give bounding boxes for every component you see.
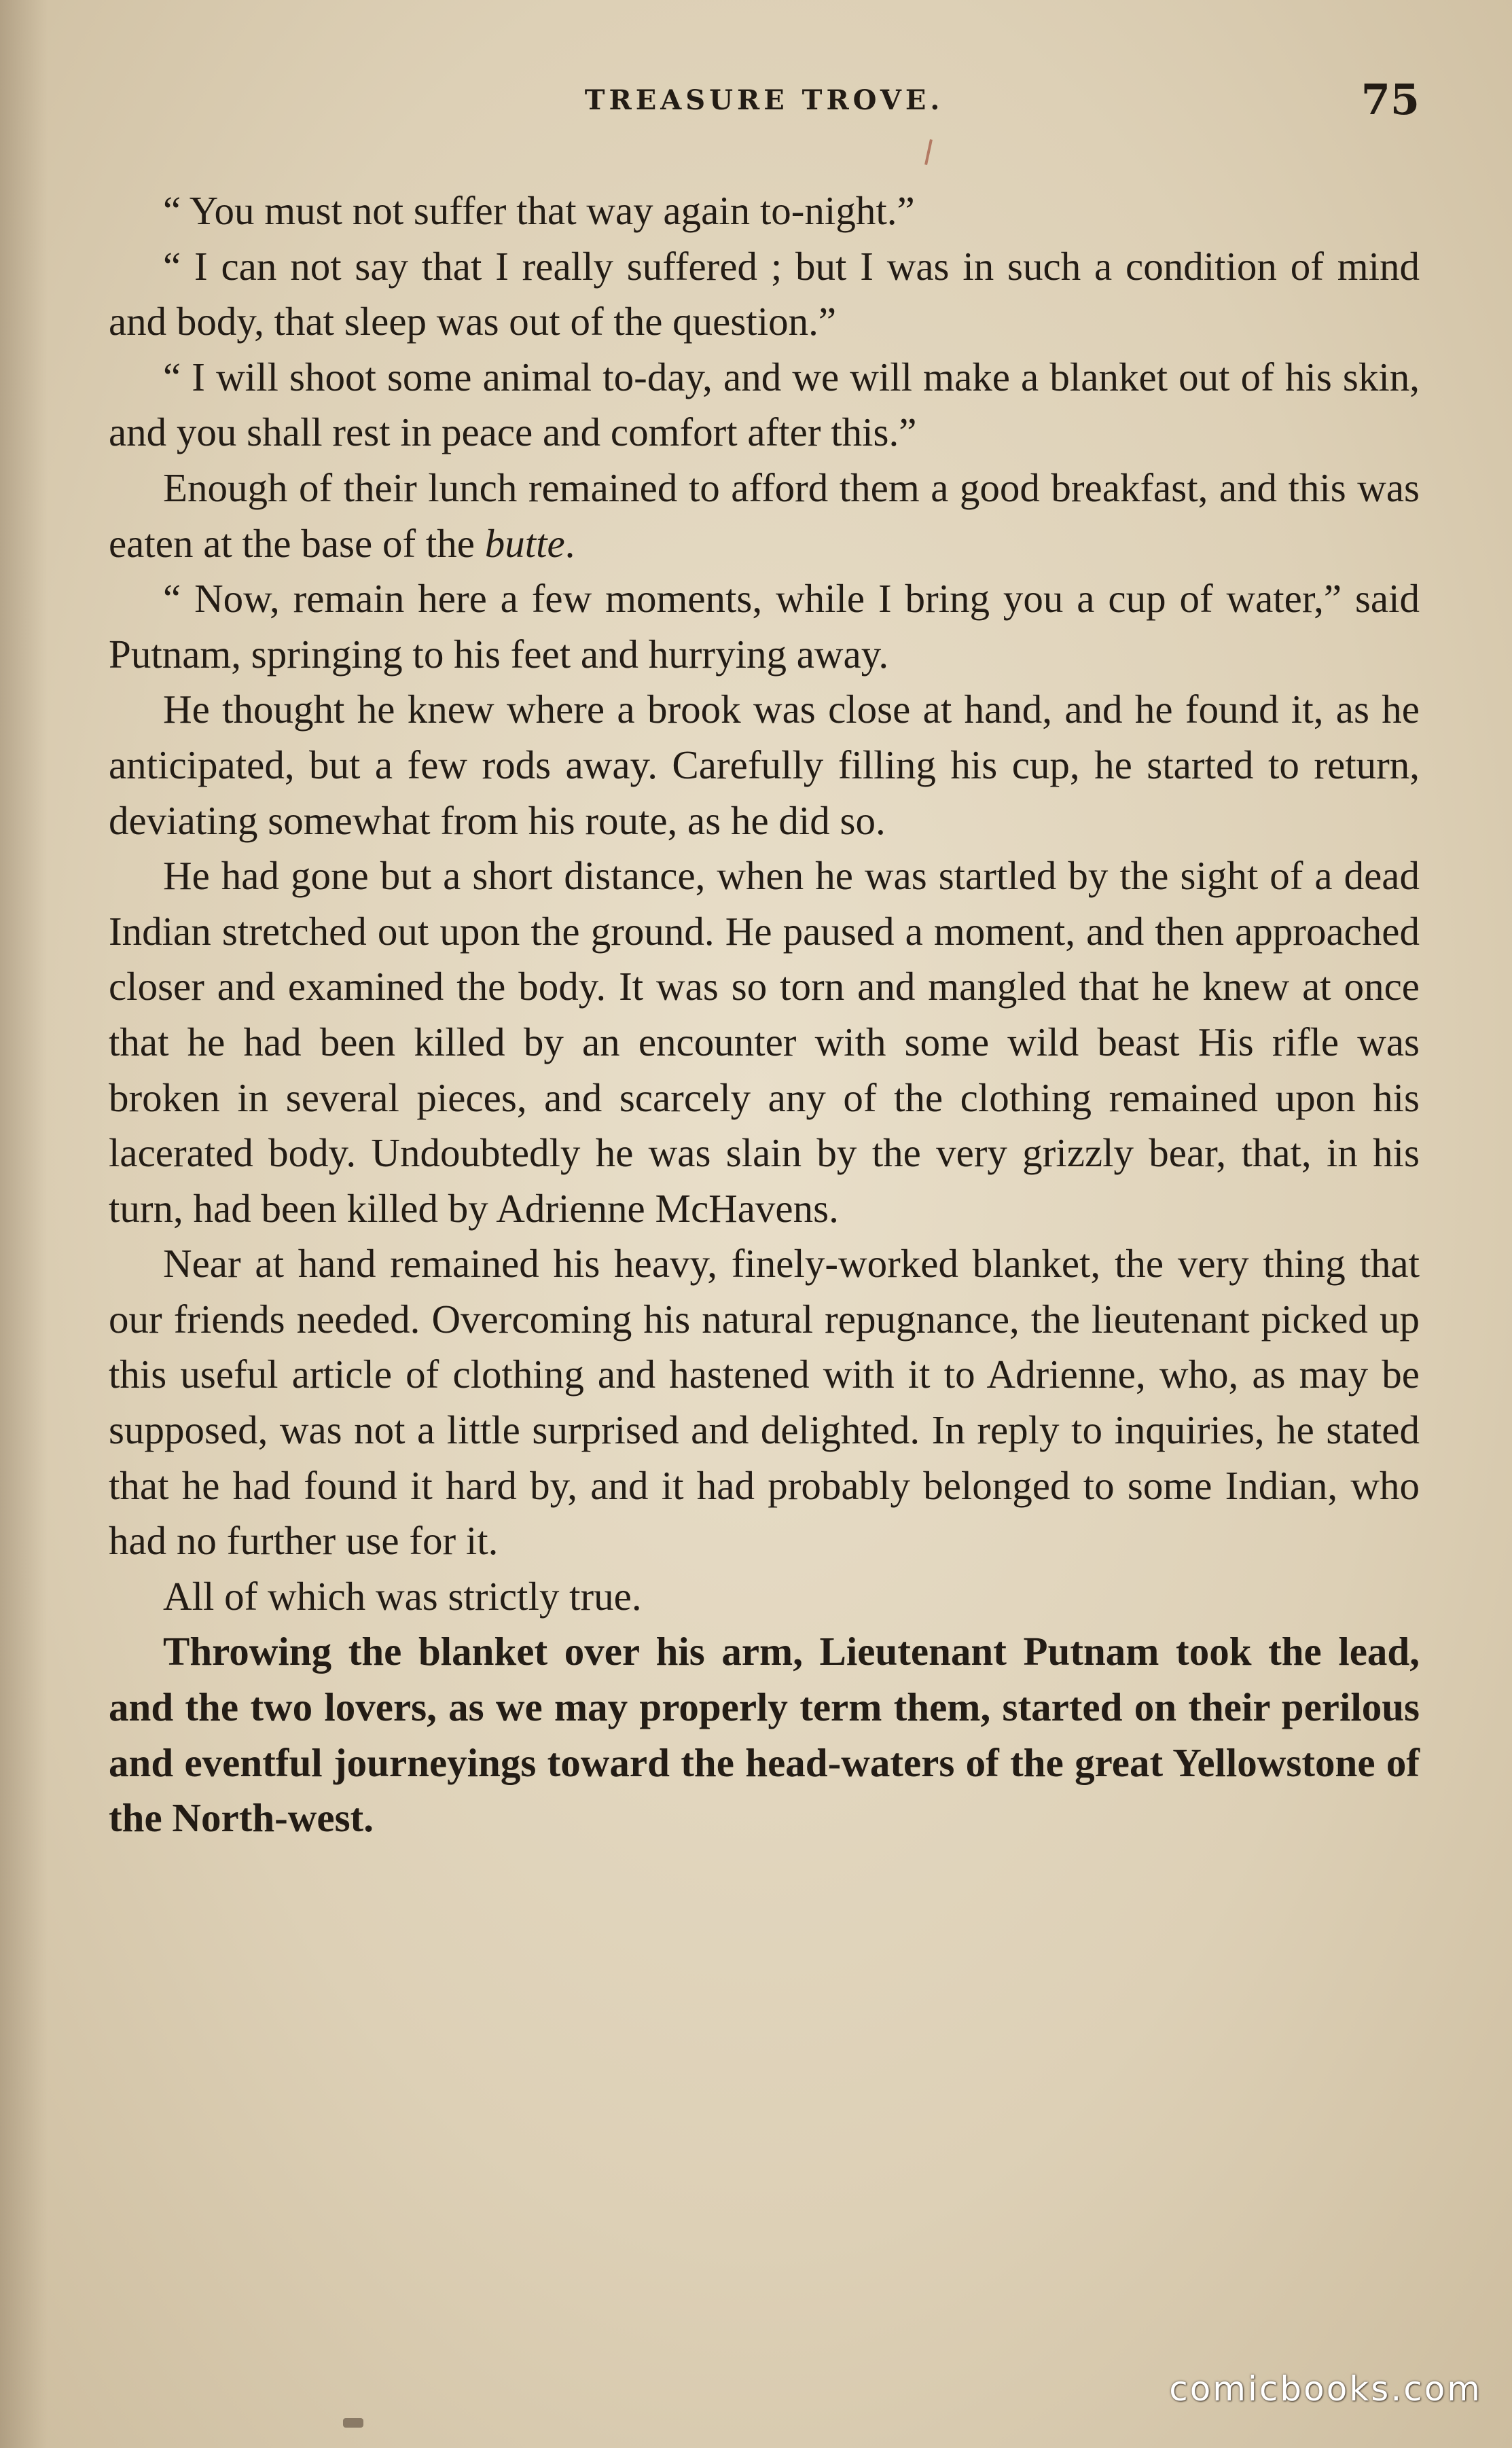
ink-smudge	[343, 2418, 363, 2428]
paragraph-4-text: Enough of their lunch remained to afford them a good breakfast, and this was eaten at the base of the	[109, 465, 1420, 566]
paragraph-6: He thought he knew where a brook was close at hand, and he found it, as he anticipated, but a few rods away. Carefully filling his cup, he started to return, deviating somewhat from his route, as he did so.	[109, 687, 1420, 843]
paragraph-2: “ I can not say that I really suffered ; but I was in such a condition of mind and body, that sleep was out of the question.”	[109, 243, 1420, 344]
stray-ink-mark	[924, 139, 933, 165]
scan-edge-shadow	[0, 0, 48, 2448]
book-page	[109, 75, 1420, 2371]
paragraph-10: Throwing the blanket over his arm, Lieutenant Putnam took the lead, and the two lovers, as we may properly term them, started on their perilous and eventful journeyings toward the head-waters of the great Yellowstone of the North-west.	[109, 1629, 1420, 1841]
running-title: TREASURE TROVE.	[584, 84, 944, 116]
page-number: 75	[1361, 75, 1420, 124]
paragraph-5: “ Now, remain here a few moments, while I bring you a cup of water,” said Putnam, springing to his feet and hurrying away.	[109, 576, 1420, 677]
body-text	[109, 183, 1420, 1846]
paragraph-7: He had gone but a short distance, when he was startled by the sight of a dead Indian stretched out upon the ground. He paused a moment, and then approached closer and examined the body. It was so torn and mangled that he knew at once that he had been killed by an encounter with some wild beast His rifle was broken in several pieces, and scarcely any of the clothing remained upon his lacerated body. Undoubtedly he was slain by the very grizzly bear, that, in his turn, had been killed by Adrienne McHavens.	[109, 853, 1420, 1231]
paragraph-4-end: .	[564, 520, 575, 566]
paragraph-8: Near at hand remained his heavy, finely-worked blanket, the very thing that our friends needed. Overcoming his natural repugnance, the lieutenant picked up this useful article of clothing and hastened with it to Adrienne, who, as may be supposed, was not a little surprised and delighted. In reply to inquiries, he stated that he had found it hard by, and it had probably belonged to some Indian, who had no further use for it.	[109, 1241, 1420, 1564]
paragraph-4	[109, 461, 1420, 571]
watermark: comicbooks.com	[1169, 2369, 1482, 2409]
running-head	[109, 75, 1420, 136]
paragraph-9: All of which was strictly true.	[163, 1573, 642, 1619]
paragraph-1: “ You must not suffer that way again to-night.”	[163, 188, 915, 233]
italic-term: butte	[484, 520, 565, 566]
paragraph-3: “ I will shoot some animal to-day, and we will make a blanket out of his skin, and you shall rest in peace and comfort after this.”	[109, 354, 1420, 455]
